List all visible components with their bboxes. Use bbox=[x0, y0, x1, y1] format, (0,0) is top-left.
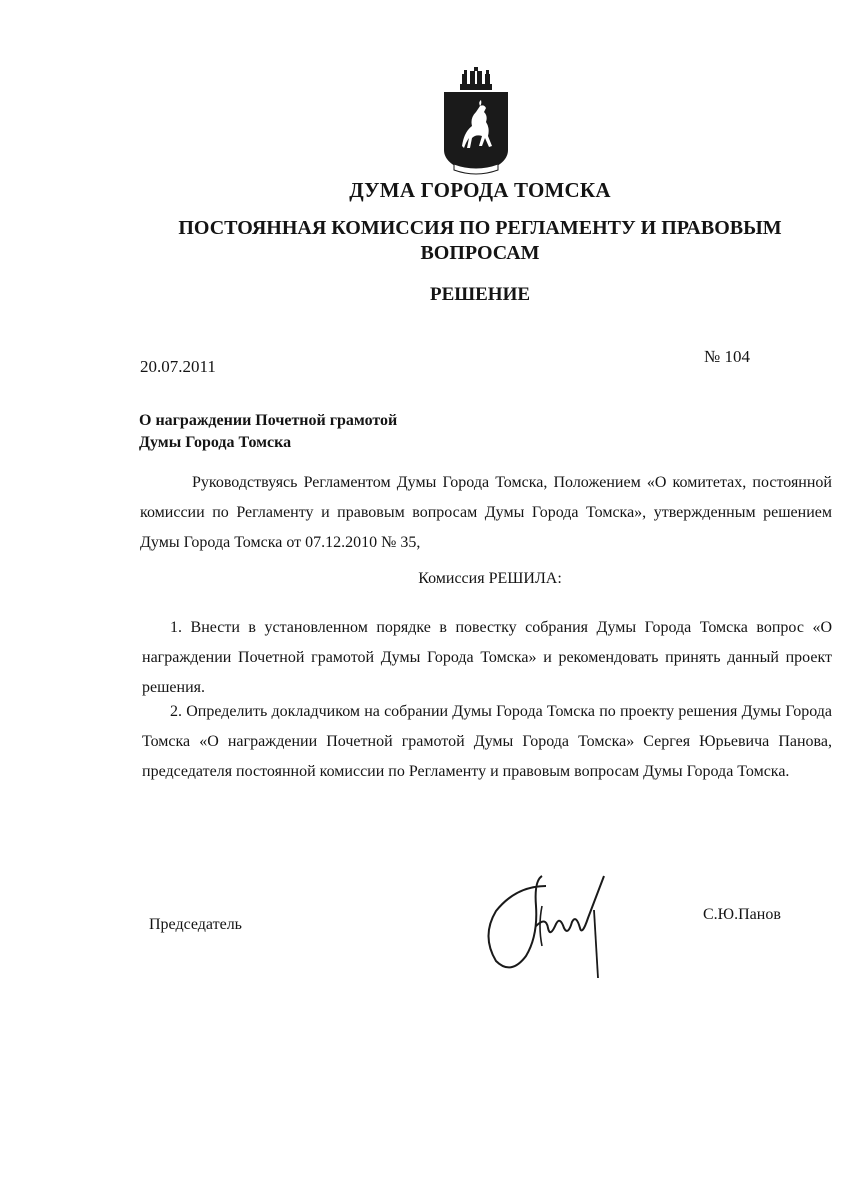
signatory-position: Председатель bbox=[149, 916, 242, 933]
resolution-item-2: 2. Определить докладчиком на собрании Думы Города Томска по проекту решения Думы Города Томска «О награждении Почетной грамотой Думы Города Томска» Сергея Юрьевича Панова, председателя постоянной комиссии по Регламенту и правовым вопросам Думы Города Томска. bbox=[142, 703, 832, 780]
document-date: 20.07.2011 bbox=[140, 357, 216, 376]
subject-line-1: О награждении Почетной грамотой bbox=[139, 412, 398, 429]
subject-line-2: Думы Города Томска bbox=[139, 434, 292, 451]
signatory-name: С.Ю.Панов bbox=[703, 906, 781, 923]
commission-title: ПОСТОЯННАЯ КОМИССИЯ ПО РЕГЛАМЕНТУ И ПРАВОВЫМ ВОПРОСАМ bbox=[178, 217, 782, 264]
resolution-item-1: 1. Внести в установленном порядке в повестку собрания Думы Города Томска вопрос «О награждении Почетной грамотой Думы Города Томска» и рекомендовать принять данный проект решения. bbox=[142, 619, 832, 696]
preamble-paragraph: Руководствуясь Регламентом Думы Города Томска, Положением «О комитетах, постоянной комиссии по Регламенту и правовым вопросам Думы Города Томска», утвержденным решением Думы Города Томска от 07.12.2010 № 35, bbox=[140, 474, 832, 551]
document-subject bbox=[139, 410, 469, 454]
tomsk-coat-of-arms-icon bbox=[440, 66, 512, 184]
document-number: № 104 bbox=[704, 347, 750, 366]
document-type-title: РЕШЕНИЕ bbox=[429, 284, 531, 305]
organization-title: ДУМА ГОРОДА ТОМСКА bbox=[349, 178, 611, 202]
handwritten-signature-icon bbox=[476, 866, 626, 982]
crown-icon bbox=[460, 67, 492, 90]
resolved-heading: Комиссия РЕШИЛА: bbox=[418, 570, 562, 587]
